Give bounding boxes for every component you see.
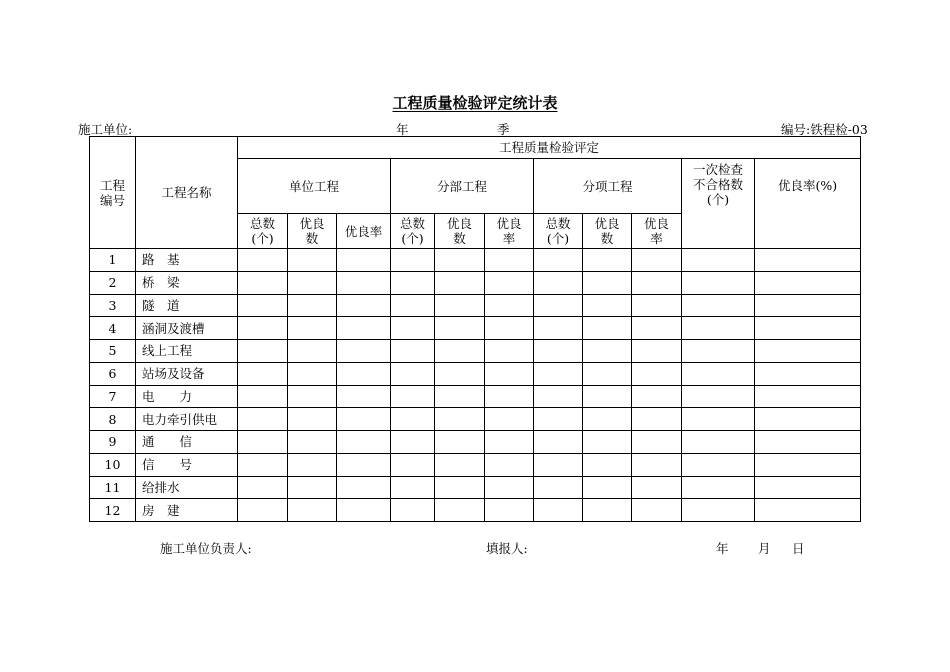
empty-cell[interactable]	[288, 499, 337, 522]
empty-cell[interactable]	[337, 431, 391, 454]
header-division-project: 分部工程	[391, 159, 534, 214]
empty-cell[interactable]	[288, 249, 337, 272]
empty-cell[interactable]	[435, 294, 485, 317]
header-item-total: 总数 (个)	[534, 214, 583, 249]
empty-cell[interactable]	[534, 476, 583, 499]
empty-cell[interactable]	[583, 294, 632, 317]
empty-cell[interactable]	[485, 362, 534, 385]
table-row	[90, 408, 861, 431]
empty-cell[interactable]	[288, 385, 337, 408]
empty-cell[interactable]	[391, 453, 435, 476]
empty-cell[interactable]	[435, 362, 485, 385]
empty-cell[interactable]	[755, 408, 861, 431]
empty-cell[interactable]	[632, 476, 682, 499]
empty-cell[interactable]	[534, 340, 583, 363]
empty-cell[interactable]	[288, 476, 337, 499]
empty-cell[interactable]	[238, 317, 288, 340]
row-number: 7	[90, 385, 136, 408]
empty-cell[interactable]	[632, 362, 682, 385]
row-number: 6	[90, 362, 136, 385]
empty-cell[interactable]	[391, 431, 435, 454]
responsible-person-label: 施工单位负责人:	[160, 541, 252, 556]
empty-cell[interactable]	[632, 271, 682, 294]
row-project-name: 房 建	[136, 499, 238, 522]
empty-cell[interactable]	[337, 385, 391, 408]
row-number: 5	[90, 340, 136, 363]
empty-cell[interactable]	[288, 317, 337, 340]
empty-cell[interactable]	[391, 499, 435, 522]
empty-cell[interactable]	[534, 294, 583, 317]
empty-cell[interactable]	[583, 499, 632, 522]
empty-cell[interactable]	[238, 453, 288, 476]
empty-cell[interactable]	[755, 317, 861, 340]
empty-cell[interactable]	[583, 431, 632, 454]
empty-cell[interactable]	[682, 453, 755, 476]
table-row	[90, 431, 861, 454]
empty-cell[interactable]	[632, 317, 682, 340]
header-unit-total: 总数 (个)	[238, 214, 288, 249]
empty-cell[interactable]	[288, 362, 337, 385]
empty-cell[interactable]	[485, 271, 534, 294]
empty-cell[interactable]	[755, 294, 861, 317]
empty-cell[interactable]	[485, 431, 534, 454]
empty-cell[interactable]	[583, 249, 632, 272]
empty-cell[interactable]	[288, 271, 337, 294]
empty-cell[interactable]	[583, 271, 632, 294]
empty-cell[interactable]	[337, 408, 391, 431]
header-good-rate-percent: 优良率(%)	[755, 159, 861, 249]
header-project-no: 工程 编号	[90, 137, 136, 249]
empty-cell[interactable]	[391, 249, 435, 272]
empty-cell[interactable]	[238, 362, 288, 385]
header-division-good-rate: 优良 率	[485, 214, 534, 249]
row-number: 9	[90, 431, 136, 454]
row-project-name: 桥 梁	[136, 271, 238, 294]
empty-cell[interactable]	[435, 385, 485, 408]
table-row	[90, 271, 861, 294]
empty-cell[interactable]	[391, 317, 435, 340]
empty-cell[interactable]	[682, 317, 755, 340]
empty-cell[interactable]	[534, 431, 583, 454]
table-row	[90, 476, 861, 499]
table-row	[90, 453, 861, 476]
empty-cell[interactable]	[238, 431, 288, 454]
header-division-total: 总数 (个)	[391, 214, 435, 249]
empty-cell[interactable]	[632, 499, 682, 522]
empty-cell[interactable]	[682, 294, 755, 317]
quality-statistics-table	[89, 136, 861, 522]
empty-cell[interactable]	[238, 385, 288, 408]
header-unit-good-count: 优良 数	[288, 214, 337, 249]
empty-cell[interactable]	[632, 294, 682, 317]
row-project-name: 给排水	[136, 476, 238, 499]
header-unit-good-rate: 优良率	[337, 214, 391, 249]
empty-cell[interactable]	[682, 431, 755, 454]
construction-unit-label: 施工单位:	[78, 122, 133, 137]
empty-cell[interactable]	[755, 499, 861, 522]
empty-cell[interactable]	[391, 294, 435, 317]
date-year-label: 年	[716, 541, 729, 556]
empty-cell[interactable]	[534, 453, 583, 476]
empty-cell[interactable]	[337, 294, 391, 317]
empty-cell[interactable]	[534, 408, 583, 431]
row-project-name: 电力牵引供电	[136, 408, 238, 431]
empty-cell[interactable]	[632, 385, 682, 408]
row-project-name: 涵洞及渡槽	[136, 317, 238, 340]
empty-cell[interactable]	[337, 476, 391, 499]
empty-cell[interactable]	[682, 249, 755, 272]
empty-cell[interactable]	[337, 271, 391, 294]
empty-cell[interactable]	[755, 271, 861, 294]
empty-cell[interactable]	[391, 476, 435, 499]
date-day-label: 日	[792, 541, 805, 556]
row-project-name: 通 信	[136, 431, 238, 454]
empty-cell[interactable]	[435, 499, 485, 522]
empty-cell[interactable]	[288, 294, 337, 317]
row-number: 2	[90, 271, 136, 294]
empty-cell[interactable]	[435, 249, 485, 272]
empty-cell[interactable]	[583, 476, 632, 499]
empty-cell[interactable]	[337, 453, 391, 476]
empty-cell[interactable]	[435, 408, 485, 431]
header-item-project: 分项工程	[534, 159, 682, 214]
empty-cell[interactable]	[682, 340, 755, 363]
empty-cell[interactable]	[337, 340, 391, 363]
table-row	[90, 362, 861, 385]
empty-cell[interactable]	[682, 385, 755, 408]
filler-label: 填报人:	[486, 541, 528, 556]
empty-cell[interactable]	[337, 317, 391, 340]
empty-cell[interactable]	[238, 249, 288, 272]
empty-cell[interactable]	[682, 362, 755, 385]
empty-cell[interactable]	[288, 431, 337, 454]
row-number: 1	[90, 249, 136, 272]
empty-cell[interactable]	[755, 385, 861, 408]
empty-cell[interactable]	[632, 431, 682, 454]
row-project-name: 电 力	[136, 385, 238, 408]
empty-cell[interactable]	[238, 408, 288, 431]
header-item-good-count: 优良 数	[583, 214, 632, 249]
empty-cell[interactable]	[485, 340, 534, 363]
empty-cell[interactable]	[288, 340, 337, 363]
row-project-name: 路 基	[136, 249, 238, 272]
empty-cell[interactable]	[632, 408, 682, 431]
empty-cell[interactable]	[755, 362, 861, 385]
header-division-good-count: 优良 数	[435, 214, 485, 249]
empty-cell[interactable]	[534, 362, 583, 385]
empty-cell[interactable]	[391, 271, 435, 294]
empty-cell[interactable]	[435, 453, 485, 476]
empty-cell[interactable]	[485, 294, 534, 317]
header-project-name: 工程名称	[136, 137, 238, 249]
empty-cell[interactable]	[755, 453, 861, 476]
empty-cell[interactable]	[288, 408, 337, 431]
empty-cell[interactable]	[391, 385, 435, 408]
table-row	[90, 294, 861, 317]
empty-cell[interactable]	[755, 431, 861, 454]
empty-cell[interactable]	[632, 340, 682, 363]
empty-cell[interactable]	[632, 453, 682, 476]
empty-cell[interactable]	[682, 476, 755, 499]
row-project-name: 隧 道	[136, 294, 238, 317]
empty-cell[interactable]	[632, 249, 682, 272]
header-unit-project: 单位工程	[238, 159, 391, 214]
empty-cell[interactable]	[337, 249, 391, 272]
empty-cell[interactable]	[435, 317, 485, 340]
empty-cell[interactable]	[435, 340, 485, 363]
row-project-name: 线上工程	[136, 340, 238, 363]
empty-cell[interactable]	[583, 453, 632, 476]
empty-cell[interactable]	[485, 499, 534, 522]
empty-cell[interactable]	[534, 385, 583, 408]
row-project-name: 站场及设备	[136, 362, 238, 385]
empty-cell[interactable]	[485, 453, 534, 476]
empty-cell[interactable]	[583, 385, 632, 408]
table-row	[90, 499, 861, 522]
empty-cell[interactable]	[238, 294, 288, 317]
table-row	[90, 317, 861, 340]
header-quality-evaluation: 工程质量检验评定	[238, 137, 861, 159]
empty-cell[interactable]	[534, 317, 583, 340]
header-first-fail-count: 一次检查 不合格数 (个)	[682, 159, 755, 249]
row-number: 11	[90, 476, 136, 499]
empty-cell[interactable]	[337, 362, 391, 385]
table-row	[90, 249, 861, 272]
empty-cell[interactable]	[238, 499, 288, 522]
row-number: 10	[90, 453, 136, 476]
empty-cell[interactable]	[534, 249, 583, 272]
row-project-name: 信 号	[136, 453, 238, 476]
empty-cell[interactable]	[755, 249, 861, 272]
empty-cell[interactable]	[534, 499, 583, 522]
empty-cell[interactable]	[682, 271, 755, 294]
row-number: 8	[90, 408, 136, 431]
empty-cell[interactable]	[288, 453, 337, 476]
empty-cell[interactable]	[583, 408, 632, 431]
empty-cell[interactable]	[682, 499, 755, 522]
empty-cell[interactable]	[485, 317, 534, 340]
row-number: 3	[90, 294, 136, 317]
empty-cell[interactable]	[337, 499, 391, 522]
empty-cell[interactable]	[755, 476, 861, 499]
empty-cell[interactable]	[583, 340, 632, 363]
empty-cell[interactable]	[755, 340, 861, 363]
empty-cell[interactable]	[238, 476, 288, 499]
row-number: 12	[90, 499, 136, 522]
table-row	[90, 340, 861, 363]
empty-cell[interactable]	[435, 431, 485, 454]
empty-cell[interactable]	[583, 317, 632, 340]
empty-cell[interactable]	[435, 271, 485, 294]
table-row	[90, 385, 861, 408]
empty-cell[interactable]	[391, 408, 435, 431]
row-number: 4	[90, 317, 136, 340]
empty-cell[interactable]	[682, 408, 755, 431]
empty-cell[interactable]	[485, 476, 534, 499]
empty-cell[interactable]	[238, 271, 288, 294]
form-code-label: 编号:铁程检-03	[781, 122, 868, 137]
year-label: 年	[396, 122, 409, 137]
empty-cell[interactable]	[485, 385, 534, 408]
season-label: 季	[497, 122, 510, 137]
empty-cell[interactable]	[485, 408, 534, 431]
empty-cell[interactable]	[534, 271, 583, 294]
form-title: 工程质量检验评定统计表	[392, 94, 558, 112]
empty-cell[interactable]	[485, 249, 534, 272]
date-month-label: 月	[758, 541, 771, 556]
header-item-good-rate: 优良 率	[632, 214, 682, 249]
empty-cell[interactable]	[583, 362, 632, 385]
empty-cell[interactable]	[391, 362, 435, 385]
empty-cell[interactable]	[238, 340, 288, 363]
empty-cell[interactable]	[435, 476, 485, 499]
empty-cell[interactable]	[391, 340, 435, 363]
